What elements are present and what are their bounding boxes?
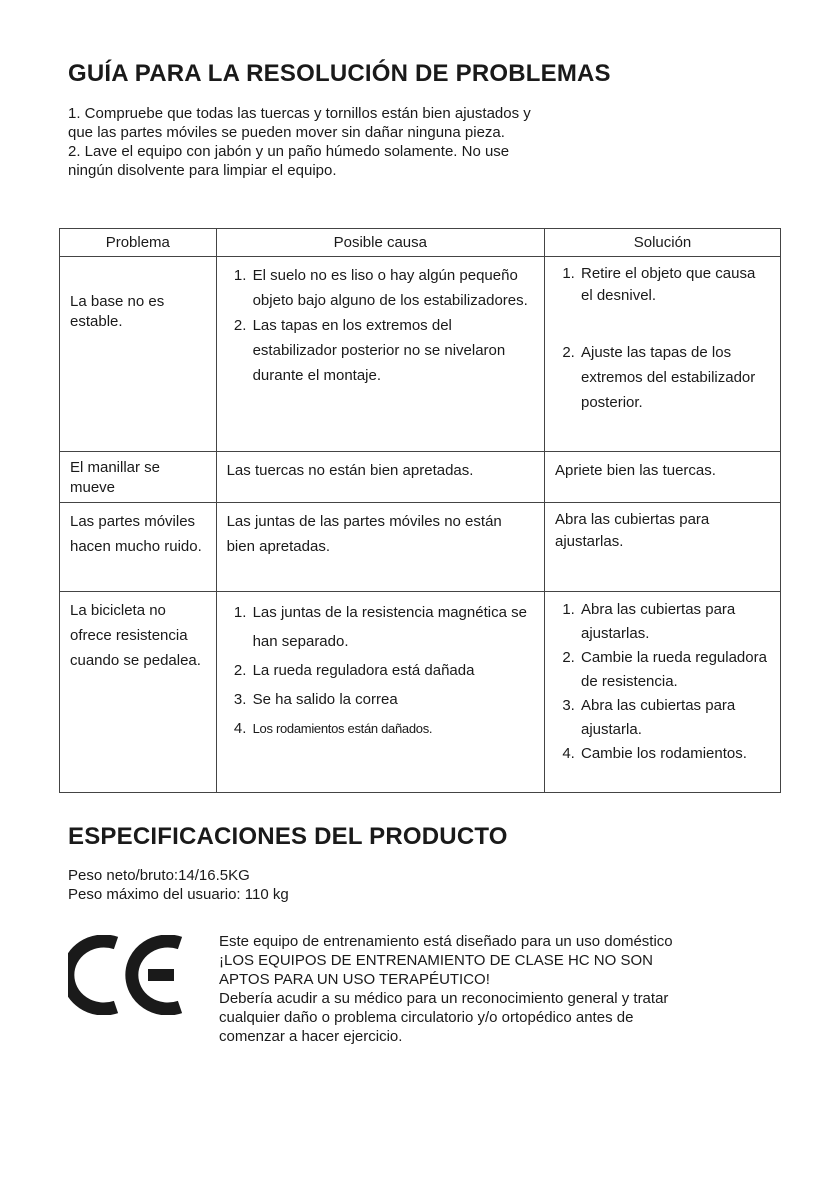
solution-item: 3. Abra las cubiertas para ajustarla. [579, 694, 770, 742]
header-problem: Problema [60, 229, 217, 257]
problem-text: La base no es estable. [70, 293, 165, 330]
problem-text: La bicicleta no ofrece resistencia cuando se pedalea. [70, 602, 201, 669]
header-solution: Solución [545, 229, 781, 257]
specs-block [68, 866, 289, 904]
table-row [60, 503, 781, 592]
table-header-row [60, 229, 781, 257]
problem-cell [60, 452, 217, 503]
intro-line: 2. Lave el equipo con jabón y un paño húmedo solamente. No use [68, 143, 510, 160]
warning-line: APTOS PARA UN USO TERAPÉUTICO! [219, 971, 490, 988]
table-row [60, 592, 781, 793]
solution-text: Abra las cubiertas para ajustarlas. [555, 511, 710, 550]
troubleshooting-title: GUÍA PARA LA RESOLUCIÓN DE PROBLEMAS [68, 60, 611, 87]
problem-cell [60, 503, 217, 592]
warning-line: Debería acudir a su médico para un reconocimiento general y tratar [219, 990, 669, 1007]
solution-cell [545, 452, 781, 503]
warning-line: ¡LOS EQUIPOS DE ENTRENAMIENTO DE CLASE HC NO SON [219, 952, 653, 969]
intro-line: que las partes móviles se pueden mover sin dañar ninguna pieza. [68, 124, 505, 141]
weight-line: Peso neto/bruto:14/16.5KG [68, 867, 250, 884]
ce-mark-logo [68, 935, 186, 1015]
solution-item: 1. Abra las cubiertas para ajustarlas. [579, 598, 770, 646]
cause-item: 2. Las tapas en los extremos del estabilizador posterior no se nivelaron durante el montaje. [251, 313, 534, 388]
cause-item: 2. La rueda reguladora está dañada [251, 656, 534, 685]
solution-cell [545, 257, 781, 452]
solution-item: 1. Retire el objeto que causa el desnivel. [579, 263, 770, 307]
table-row [60, 452, 781, 503]
cause-text: Las tuercas no están bien apretadas. [226, 462, 474, 479]
header-cause: Posible causa [216, 229, 544, 257]
troubleshooting-table [59, 228, 781, 793]
solution-item: 4. Cambie los rodamientos. [579, 742, 770, 766]
warning-text [219, 932, 779, 1046]
troubleshooting-intro [68, 104, 668, 180]
problem-cell [60, 592, 217, 793]
cause-item: 1. El suelo no es liso o hay algún pequeño objeto bajo alguno de los estabilizadores. [251, 263, 534, 313]
cause-item-text: Los rodamientos están dañados. [252, 721, 433, 736]
cause-cell [216, 592, 544, 793]
cause-cell [216, 452, 544, 503]
solution-cell [545, 503, 781, 592]
intro-line: ningún disolvente para limpiar el equipo. [68, 162, 337, 179]
intro-line: 1. Compruebe que todas las tuercas y tornillos están bien ajustados y [68, 105, 531, 122]
cause-cell [216, 257, 544, 452]
problem-text: Las partes móviles hacen mucho ruido. [70, 513, 202, 555]
max-user-line: Peso máximo del usuario: 110 kg [68, 886, 289, 903]
solution-text: Apriete bien las tuercas. [555, 462, 716, 479]
cause-item: 3. Se ha salido la correa [251, 685, 534, 714]
warning-line: cualquier daño o problema circulatorio y/o ortopédico antes de [219, 1009, 634, 1026]
cause-item [251, 714, 534, 743]
table-row [60, 257, 781, 452]
warning-line: comenzar a hacer ejercicio. [219, 1028, 403, 1045]
cause-item: 1. Las juntas de la resistencia magnética se han separado. [251, 598, 534, 656]
solution-cell [545, 592, 781, 793]
solution-item: 2. Cambie la rueda reguladora de resistencia. [579, 646, 770, 694]
cause-cell [216, 503, 544, 592]
cause-text: Las juntas de las partes móviles no están bien apretadas. [226, 513, 502, 555]
solution-item: 2. Ajuste las tapas de los extremos del estabilizador posterior. [579, 340, 770, 415]
problem-text: El manillar se mueve [70, 459, 161, 496]
warning-line: Este equipo de entrenamiento está diseñado para un uso doméstico [219, 933, 673, 950]
problem-cell [60, 257, 217, 452]
specs-title: ESPECIFICACIONES DEL PRODUCTO [68, 823, 508, 850]
